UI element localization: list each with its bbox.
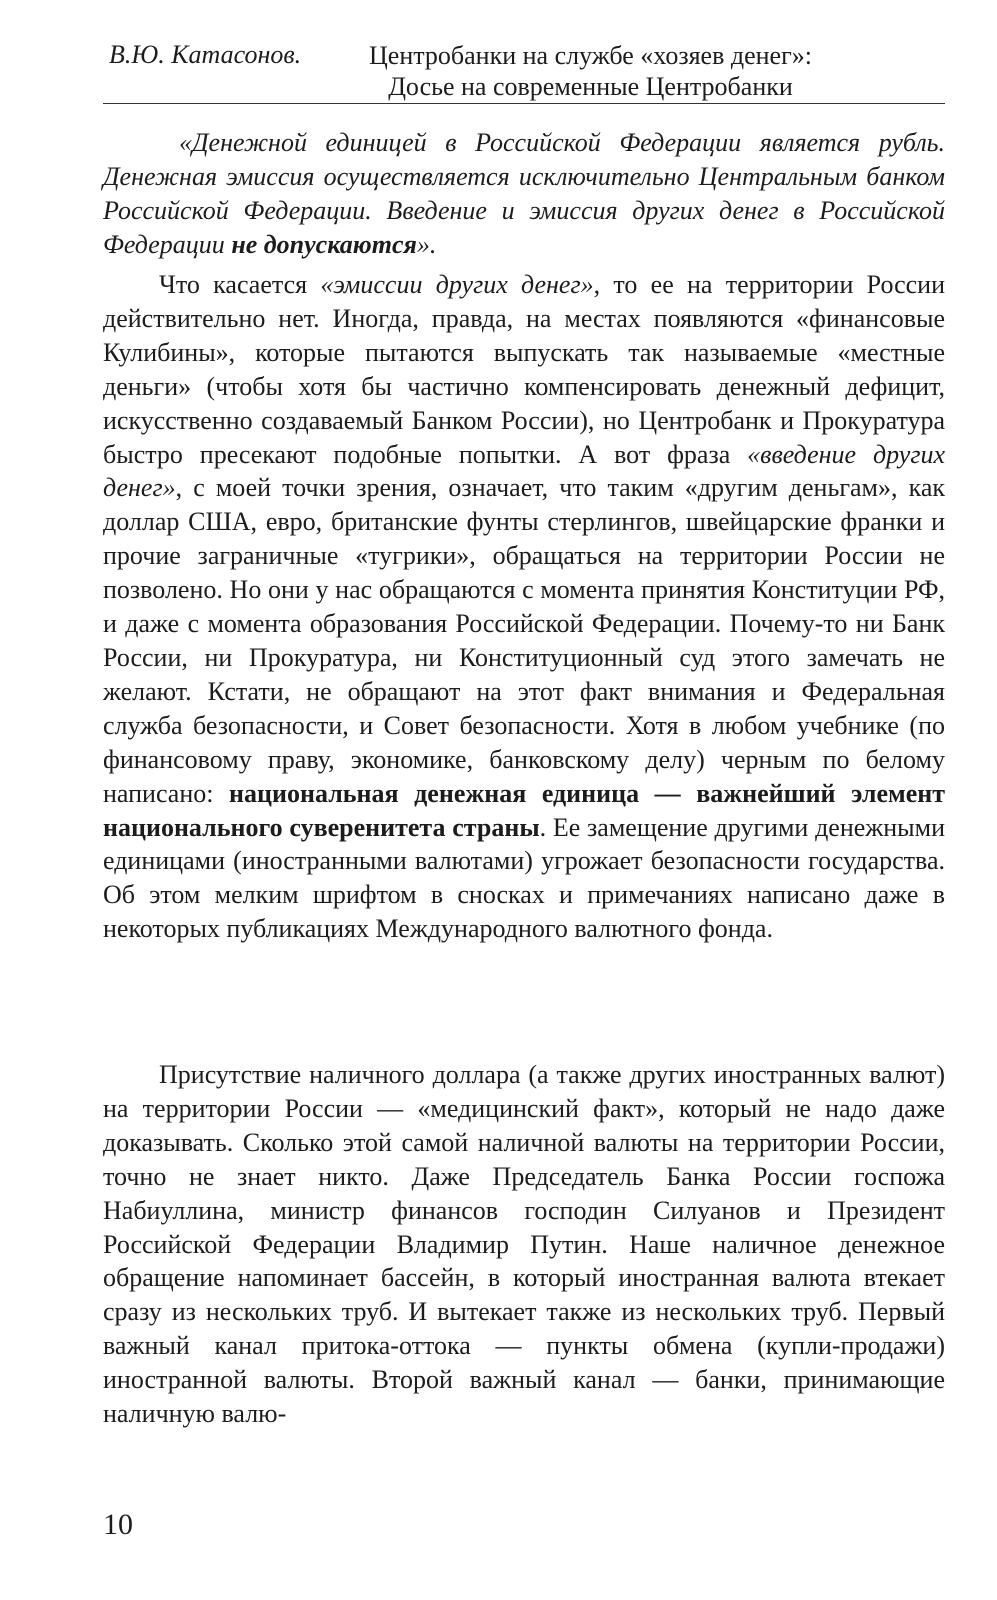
quote-end: ».	[416, 230, 437, 259]
text-run: Что касается	[159, 270, 321, 299]
paragraph-2-text: Присутствие наличного доллара (а также других иностранных валют) на территории России — «медицинский факт», который не надо даже доказывать. Сколько этой самой наличной валюты на территории России, точно не знает никто. Даже Председатель Банка России госпожа Набиуллина, министр финансов господин Силуанов и Президент Российской Федерации Владимир Путин. Наше наличное денежное обращение напоминает бассейн, в который иностранная валюта втекает сразу из нескольких труб. И вытекает также из нескольких труб. Первый важный канал притока-оттока — пункты обмена (купли-продажи) иностранной валюты. Второй важный канал — банки, принимающие наличную валю-	[103, 1060, 945, 1429]
header-title	[369, 40, 812, 102]
text-run: . Ее замещение другими денежными единицами (иностранными валютами) угрожает безопасности государства. Об этом мелким шрифтом в сносках и примечаниях написано даже в некоторых публикациях Международного валютного фонда.	[103, 812, 946, 944]
body-paragraph-1	[103, 268, 945, 946]
paragraph-1-text	[103, 268, 945, 946]
running-header	[103, 36, 945, 100]
header-author: В.Ю. Катасонов.	[109, 40, 302, 69]
quote-emphasis: не допускаются	[231, 230, 417, 259]
quote-paragraph	[103, 126, 945, 262]
header-divider	[103, 103, 945, 104]
bold-statement: национальная денежная единица — важнейший элемент национального суверенитета страны	[103, 778, 945, 842]
text-run: , то ее на территории России действительно нет. Иногда, правда, на местах появляются «финансовые Кулибины», которые пытаются выпускать так называемые «местные деньги» (чтобы хотя бы частично компенсировать денежный дефицит, искусственно создаваемый Банком России), но Центробанк и Прокуратура быстро пресекают подобные попытки. А вот фраза	[103, 270, 945, 469]
body-paragraph-2	[103, 1058, 945, 1431]
page-number: 10	[103, 1508, 133, 1541]
header-title-line-1: Центробанки на службе «хозяев денег»:	[369, 41, 812, 70]
italic-phrase: «эмиссии других денег»	[320, 270, 594, 299]
header-title-line-2: Досье на современные Центробанки	[388, 72, 793, 101]
constitution-quote	[103, 126, 945, 262]
text-run: , с моей точки зрения, означает, что таким «другим деньгам», как доллар США, евро, британские фунты стерлингов, швейцарские франки и прочие заграничные «тугрики», обращаться на территории России не позволено. Но они у нас обращаются с момента принятия Конституции РФ, и даже с момента образования Российской Федерации. Почему-то ни Банк России, ни Прокуратура, ни Конституционный суд этого замечать не желают. Кстати, не обращают на этот факт внимания и Федеральная служба безопасности, и Совет безопасности. Хотя в любом учебнике (по финансовому праву, экономике, банковскому делу) черным по белому написано:	[103, 473, 945, 808]
quote-text: «Денежной единицей в Российской Федерации является рубль. Денежная эмиссия осуществляется исключительно Центральным банком Российской Федерации. Введение и эмиссия других денег в Российской Федерации	[103, 128, 945, 259]
italic-phrase: «введение других денег»	[103, 439, 946, 503]
